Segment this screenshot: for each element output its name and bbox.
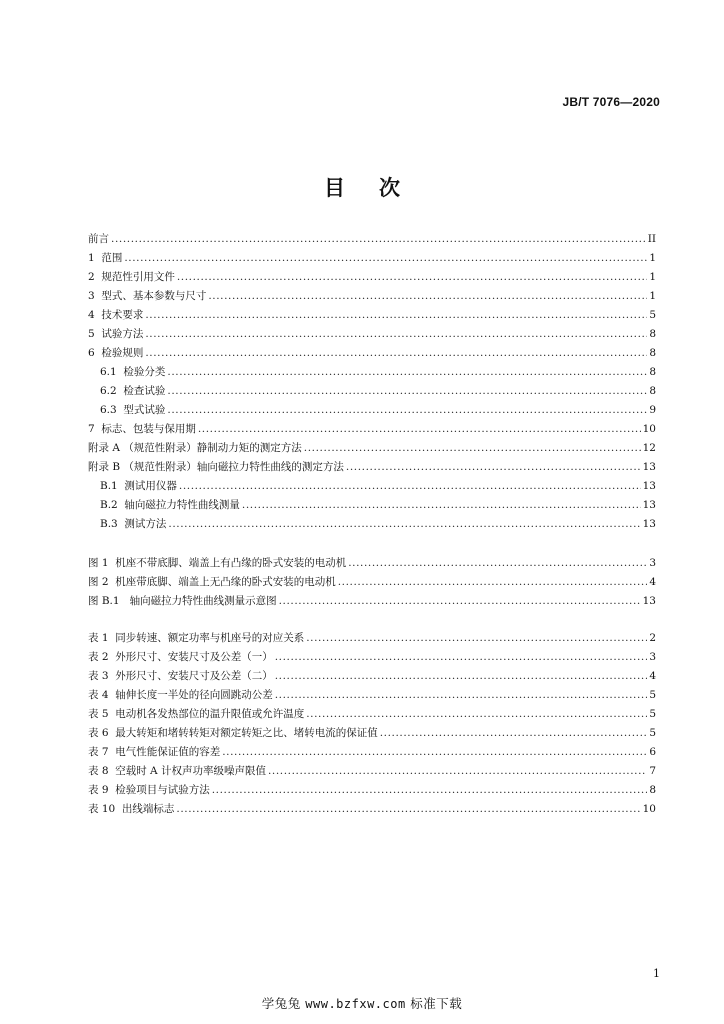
toc-entry-number: 6.2 — [100, 385, 124, 397]
leader-dots — [212, 781, 648, 799]
table-entry[interactable] — [88, 743, 656, 761]
table-entry-number: 表 4 — [88, 689, 116, 701]
toc-entry-number: 2 — [88, 271, 102, 283]
leader-dots — [304, 439, 641, 457]
toc-entry-page: 1 — [649, 252, 656, 264]
table-entry[interactable] — [88, 781, 656, 799]
toc-title: 目次 — [324, 176, 434, 200]
toc-entry-number: 7 — [88, 423, 102, 435]
toc-entry-label: 轴向磁拉力特性曲线测量 — [124, 499, 240, 511]
toc-entry-label: 型式试验 — [123, 404, 166, 416]
leader-dots — [279, 592, 641, 610]
figure-entry-number: 图 2 — [88, 576, 116, 588]
leader-dots — [167, 363, 647, 381]
toc-entry[interactable] — [88, 287, 656, 305]
table-entry-number: 表 9 — [88, 784, 116, 796]
document-code: JB/T 7076—2020 — [562, 95, 660, 109]
footer-watermark — [0, 994, 724, 1012]
toc-entry-label: 检查试验 — [123, 385, 166, 397]
table-entry-page: 5 — [649, 708, 656, 720]
leader-dots — [168, 515, 640, 533]
table-entry[interactable] — [88, 667, 656, 685]
leader-dots — [145, 306, 647, 324]
toc-entry-page: 1 — [649, 290, 656, 302]
leader-dots — [242, 496, 641, 514]
toc-entry-number: B.2 — [100, 499, 125, 511]
toc-entry-label: 标志、包装与保用期 — [101, 423, 196, 435]
table-entry-page: 7 — [649, 765, 656, 777]
toc-entry[interactable] — [88, 230, 656, 248]
toc-subentry[interactable] — [100, 382, 656, 400]
leader-dots — [198, 420, 641, 438]
table-entry-number: 表 5 — [88, 708, 116, 720]
table-entry-label: 最大转矩和堵转转矩对额定转矩之比、堵转电流的保证值 — [115, 727, 378, 739]
toc-subentry[interactable] — [100, 515, 656, 533]
leader-dots — [346, 458, 641, 476]
toc-entry-label: 检验分类 — [123, 366, 166, 378]
toc-entry-label: 测试方法 — [124, 518, 167, 530]
toc-entry-page: 8 — [649, 328, 656, 340]
toc-entry-label: 附录 B （规范性附录）轴向磁拉力特性曲线的测定方法 — [88, 461, 344, 473]
figure-entry[interactable] — [88, 592, 656, 610]
toc-entry-page: 10 — [642, 423, 656, 435]
table-entry-number: 表 8 — [88, 765, 116, 777]
toc-subentry[interactable] — [100, 477, 656, 495]
leader-dots — [145, 344, 647, 362]
table-entry-page: 2 — [649, 632, 656, 644]
toc-entry-label: 技术要求 — [101, 309, 144, 321]
toc-entry[interactable] — [88, 344, 656, 362]
footer-site-name: 学兔兔 — [261, 996, 301, 1011]
table-entry-number: 表 6 — [88, 727, 116, 739]
table-entry-label: 轴伸长度一半处的径向圆跳动公差 — [115, 689, 273, 701]
toc-entry-number: B.1 — [100, 480, 125, 492]
leader-dots — [275, 648, 648, 666]
toc-subentry[interactable] — [100, 363, 656, 381]
leader-dots — [275, 667, 648, 685]
table-entry-label: 电动机各发热部位的温升限值或允许温度 — [115, 708, 305, 720]
leader-dots — [222, 743, 647, 761]
toc-entry-number: 1 — [88, 252, 102, 264]
figure-entry-label: 机座带底脚、端盖上无凸缘的卧式安装的电动机 — [115, 576, 336, 588]
toc-entry-appendix[interactable] — [88, 439, 656, 457]
table-entry-page: 10 — [642, 803, 656, 815]
table-entry-label: 空载时 A 计权声功率级噪声限值 — [115, 765, 266, 777]
figure-entry-label: 轴向磁拉力特性曲线测量示意图 — [129, 595, 277, 607]
toc-entry-page: 13 — [642, 518, 656, 530]
toc-entry[interactable] — [88, 249, 656, 267]
table-entry-number: 表 10 — [88, 803, 122, 815]
figure-entry-number: 图 B.1 — [88, 595, 130, 607]
table-entry[interactable] — [88, 800, 656, 818]
toc-entry[interactable] — [88, 325, 656, 343]
footer-url-link[interactable]: www.bzfxw.com — [305, 997, 406, 1011]
toc-entry-label: 试验方法 — [101, 328, 144, 340]
table-entry[interactable] — [88, 762, 656, 780]
toc-entry[interactable] — [88, 268, 656, 286]
toc-entry-page: 12 — [642, 442, 656, 454]
toc-entry-page: 8 — [649, 366, 656, 378]
table-entry-page: 5 — [649, 727, 656, 739]
toc-entry-page: 13 — [642, 480, 656, 492]
toc-entry-label: 前言 — [88, 233, 109, 245]
table-entry-number: 表 1 — [88, 632, 116, 644]
table-entry-page: 8 — [649, 784, 656, 796]
leader-dots — [306, 629, 647, 647]
table-entry-label: 电气性能保证值的容差 — [115, 746, 221, 758]
toc-subentry[interactable] — [100, 496, 656, 514]
toc-subentry[interactable] — [100, 401, 656, 419]
table-entry-number: 表 3 — [88, 670, 116, 682]
leader-dots — [177, 268, 647, 286]
table-entry[interactable] — [88, 648, 656, 666]
table-entry-label: 检验项目与试验方法 — [115, 784, 210, 796]
leader-dots — [306, 705, 647, 723]
toc-entry-page: 13 — [642, 499, 656, 511]
toc-entry-page: 8 — [649, 347, 656, 359]
toc-entry-number: 5 — [88, 328, 102, 340]
leader-dots — [179, 477, 641, 495]
table-entry-page: 4 — [649, 670, 656, 682]
leader-dots — [268, 762, 647, 780]
leader-dots — [348, 554, 647, 572]
leader-dots — [275, 686, 648, 704]
leader-dots — [145, 325, 647, 343]
toc-entry-number: 6.1 — [100, 366, 124, 378]
table-entry-label: 出线端标志 — [121, 803, 175, 815]
figure-entry-page: 13 — [642, 595, 656, 607]
leader-dots — [124, 249, 647, 267]
toc-entry-appendix[interactable] — [88, 458, 656, 476]
figure-entry-label: 机座不带底脚、端盖上有凸缘的卧式安装的电动机 — [115, 557, 347, 569]
table-entry[interactable] — [88, 629, 656, 647]
leader-dots — [111, 230, 646, 248]
table-entry-number: 表 7 — [88, 746, 116, 758]
toc-entry-label: 型式、基本参数与尺寸 — [101, 290, 207, 302]
toc-entry-number: B.3 — [100, 518, 125, 530]
toc-entry-number: 3 — [88, 290, 102, 302]
figure-entry-number: 图 1 — [88, 557, 116, 569]
toc-entry-label: 范围 — [101, 252, 123, 264]
toc-entry-page: 13 — [642, 461, 656, 473]
leader-dots — [338, 573, 648, 591]
figure-entry[interactable] — [88, 573, 656, 591]
toc-entry-label: 检验规则 — [101, 347, 144, 359]
table-entry[interactable] — [88, 724, 656, 742]
toc-entry-page: II — [647, 233, 656, 245]
leader-dots — [380, 724, 648, 742]
leader-dots — [176, 800, 640, 818]
toc-entry[interactable] — [88, 420, 656, 438]
toc-entry-label: 测试用仪器 — [124, 480, 177, 492]
footer-download-text: 标准下载 — [410, 996, 463, 1011]
toc-entry-label: 附录 A （规范性附录）静制动力矩的测定方法 — [88, 442, 302, 454]
figure-entry-page: 4 — [649, 576, 656, 588]
toc-entry-number: 4 — [88, 309, 102, 321]
table-entry-number: 表 2 — [88, 651, 116, 663]
toc-entry-page: 5 — [649, 309, 656, 321]
toc-entry-page: 8 — [649, 385, 656, 397]
table-entry-label: 外形尺寸、安装尺寸及公差（一） — [115, 651, 273, 663]
toc-entry-page: 9 — [649, 404, 656, 416]
table-entry[interactable] — [88, 705, 656, 723]
toc-entry-number: 6.3 — [100, 404, 124, 416]
page-number: 1 — [653, 967, 660, 980]
leader-dots — [167, 401, 647, 419]
table-entry-page: 6 — [649, 746, 656, 758]
figure-entry-page: 3 — [649, 557, 656, 569]
toc-entry-page: 1 — [649, 271, 656, 283]
table-entry-page: 3 — [649, 651, 656, 663]
table-entry[interactable] — [88, 686, 656, 704]
toc-entry[interactable] — [88, 306, 656, 324]
toc-entry-number: 6 — [88, 347, 102, 359]
table-entry-label: 同步转速、额定功率与机座号的对应关系 — [115, 632, 305, 644]
table-entry-page: 5 — [649, 689, 656, 701]
leader-dots — [208, 287, 647, 305]
figure-entry[interactable] — [88, 554, 656, 572]
table-entry-label: 外形尺寸、安装尺寸及公差（二） — [115, 670, 273, 682]
toc-entry-label: 规范性引用文件 — [101, 271, 175, 283]
leader-dots — [167, 382, 647, 400]
